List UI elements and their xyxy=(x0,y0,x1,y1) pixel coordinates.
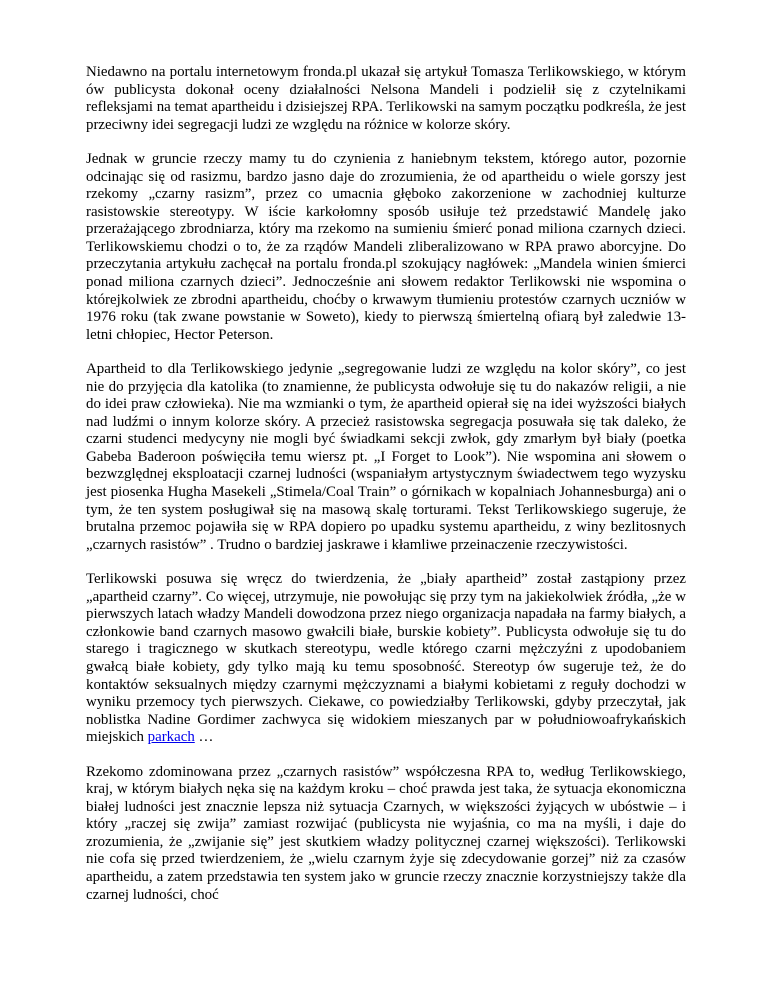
paragraph-4-text: Terlikowski posuwa się wręcz do twierdzenia, że „biały apartheid” został zastąpiony przez „apartheid czarny”. Co więcej, utrzymuje, nie powołując się przy tym na jakiekolwiek źródła, „że w pierwszych latach władzy Mandeli dowodzona przez niego organizacja napadała na farmy białych, a członkowie band czarnych masowo gwałcili białe, burskie kobiety”. Publicysta odwołuje się tu do starego i tragicznego w skutkach stereotypu, wedle którego czarni mężczyźni z upodobaniem gwałcą białe kobiety, gdy tylko mają ku temu sposobność. Stereotyp ów sugeruje też, że do kontaktów seksualnych między czarnymi mężczyznami a białymi kobietami z reguły dochodzi w wyniku przemocy tych pierwszych. Ciekawe, co powiedziałby Terlikowski, gdyby przeczytał, jak noblistka Nadine Gordimer zachwyca się widokiem mieszanych par w południowoafrykańskich miejskich xyxy=(86,571,686,746)
paragraph-4-tail: … xyxy=(194,729,214,746)
paragraph-2: Jednak w gruncie rzeczy mamy tu do czynienia z haniebnym tekstem, którego autor, pozornie odcinając się od rasizmu, bardzo jasno daje do zrozumienia, że od apartheidu o wiele gorszy jest rzekomy „czarny rasizm”, przez co umacnia głęboko zakorzenione w zachodniej kulturze rasistowskie stereotypy. W iście karkołomny sposób usiłuje też przedstawić Mandelę jako przerażającego zbrodniarza, który ma rzekomo na sumieniu śmierć ponad miliona czarnych dzieci. Terlikowskiemu chodzi o to, że za rządów Mandeli zliberalizowano w RPA prawo aborcyjne. Do przeczytania artykułu zachęcał na portalu fronda.pl szokujący nagłówek: „Mandela winien śmierci ponad miliona czarnych dzieci”. Jednocześnie ani słowem redaktor Terlikowski nie wspomina o którejkolwiek ze zbrodni apartheidu, choćby o krwawym tłumieniu protestów czarnych uczniów w 1976 roku (tak zwane powstanie w Soweto), kiedy to pierwszą śmiertelną ofiarą był zaledwie 13-letni chłopiec, Hector Peterson. xyxy=(86,151,686,343)
paragraph-3: Apartheid to dla Terlikowskiego jedynie „segregowanie ludzi ze względu na kolor skóry”, co jest nie do przyjęcia dla katolika (to znamienne, że publicysta odwołuje się tu do nakazów religii, a nie do idei praw człowieka). Nie ma wzmianki o tym, że apartheid opierał się na idei wyższości białych nad ludźmi o innym kolorze skóry. A przecież rasistowska segregacja posuwała się tak daleko, że czarni studenci medycyny nie mogli być świadkami sekcji zwłok, gdy zmarłym był biały (poetka Gabeba Baderoon poświęciła temu wiersz pt. „I Forget to Look”). Nie wspomina ani słowem o bezwzględnej eksploatacji czarnej ludności (wspaniałym artystycznym świadectwem tego wyzysku jest piosenka Hugha Masekeli „Stimela/Coal Train” o górnikach w kopalniach Johannesburga) ani o tym, że ten system posługiwał się na masową skalę torturami. Tekst Terlikowskiego sugeruje, że brutalna przemoc pojawiła się w RPA dopiero po upadku systemu apartheidu, z winy bezlitosnych „czarnych rasistów” . Trudno o bardziej jaskrawe i kłamliwe przeinaczenie rzeczywistości. xyxy=(86,361,686,553)
paragraph-4 xyxy=(86,571,686,746)
document-page xyxy=(86,64,686,921)
parkach-link[interactable]: parkach xyxy=(147,729,195,746)
paragraph-5: Rzekomo zdominowana przez „czarnych rasistów” współczesna RPA to, według Terlikowskiego, kraj, w którym białych nęka się na każdym kroku – choć prawda jest taka, że sytuacja ekonomiczna białej ludności jest znacznie lepsza niż sytuacja Czarnych, w większości żyjących w ubóstwie – i który „raczej się zwija” zamiast rozwijać (publicysta nie wyjaśnia, co ma na myśli, i daje do zrozumienia, że „zwijanie się” jest skutkiem władzy politycznej czarnej większości). Terlikowski nie cofa się przed twierdzeniem, że „wielu czarnym żyje się zdecydowanie gorzej” niż za czasów apartheidu, a zatem przedstawia ten system jako w gruncie rzeczy znacznie korzystniejszy także dla czarnej ludności, choć xyxy=(86,763,686,903)
paragraph-1: Niedawno na portalu internetowym fronda.pl ukazał się artykuł Tomasza Terlikowskiego, w którym ów publicysta dokonał oceny działalności Nelsona Mandeli i podzielił się z czytelnikami refleksjami na temat apartheidu i dzisiejszej RPA. Terlikowski na samym początku podkreśla, że jest przeciwny idei segregacji ludzi ze względu na różnice w kolorze skóry. xyxy=(86,64,686,133)
